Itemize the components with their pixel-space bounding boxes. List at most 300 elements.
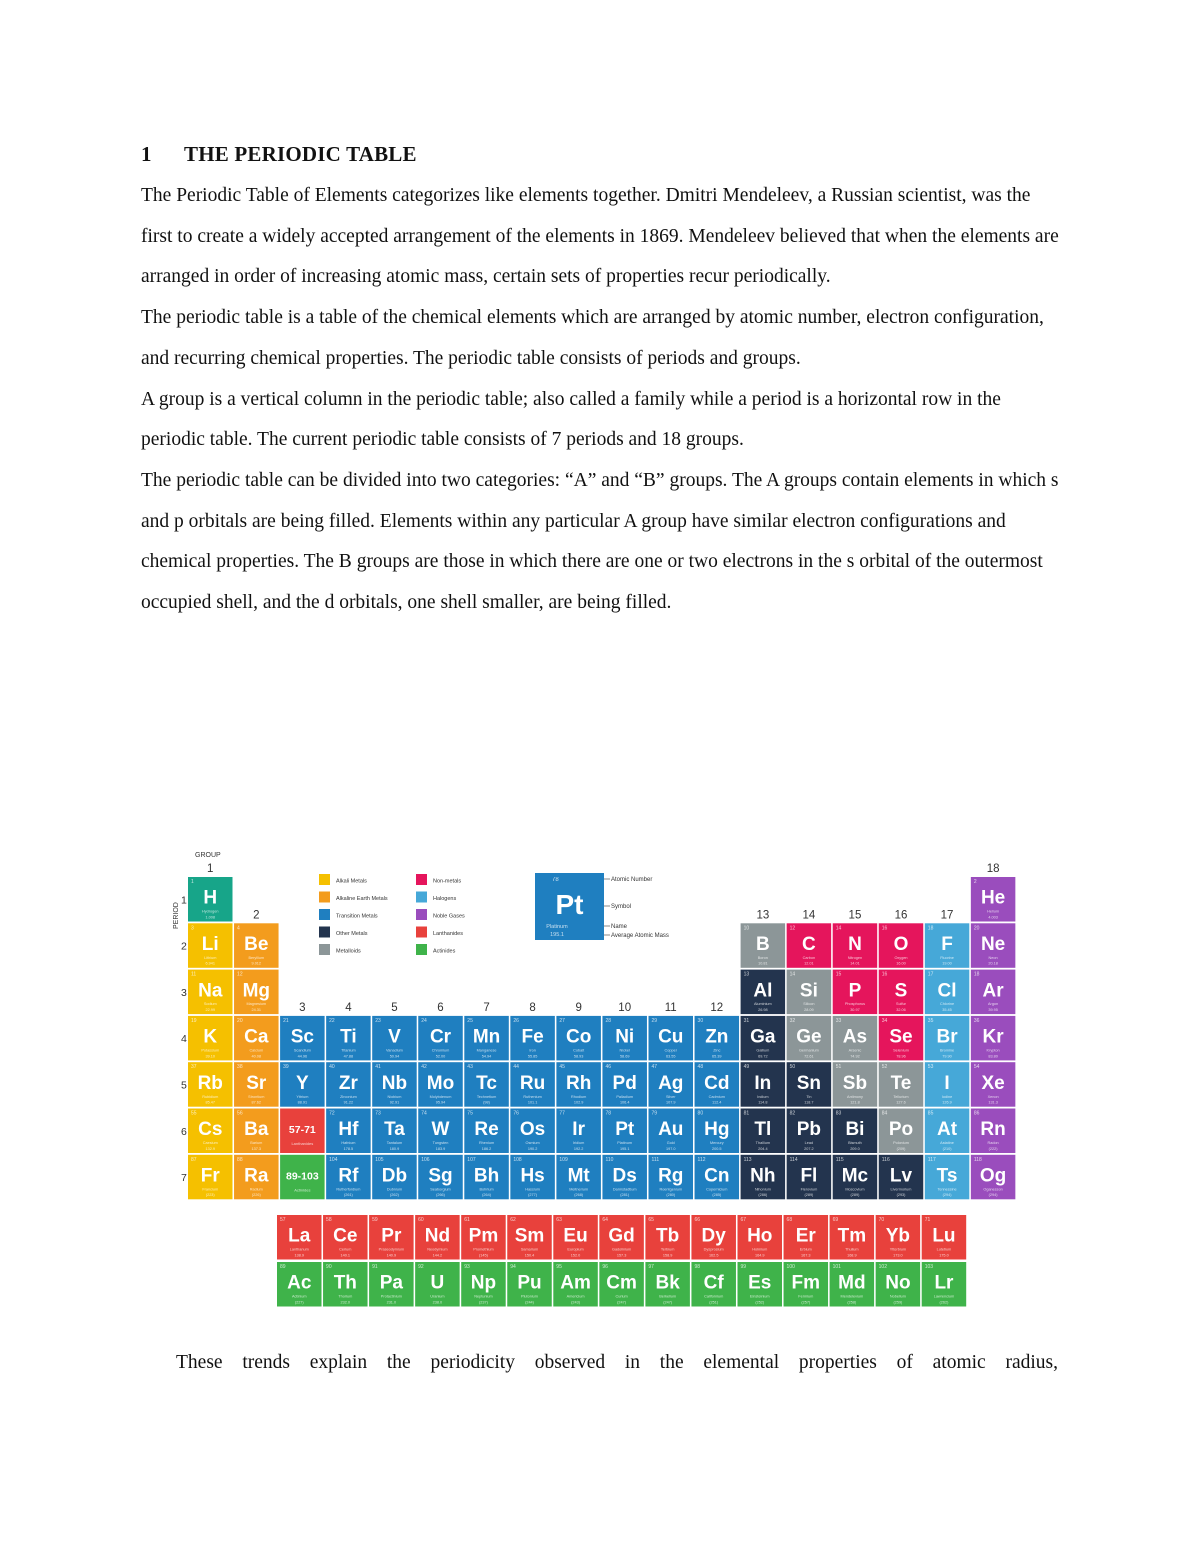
atomic-number: 13 xyxy=(743,971,750,978)
element-symbol: Lu xyxy=(932,1225,956,1247)
atomic-number: 3 xyxy=(191,925,194,932)
key-caption: Atomic Number xyxy=(611,877,653,884)
element-name: Radium xyxy=(249,1187,263,1192)
group-number: 14 xyxy=(802,909,816,922)
atomic-number: 81 xyxy=(743,1110,750,1117)
element-symbol: Si xyxy=(799,980,818,1002)
element-mass: 140.1 xyxy=(340,1253,351,1258)
atomic-number: 31 xyxy=(743,1017,750,1024)
legend-label: Alkaline Earth Metals xyxy=(336,896,388,902)
element-name: Tennessine xyxy=(937,1187,957,1192)
atomic-number: 72 xyxy=(329,1110,335,1117)
placeholder-range: 57-71 xyxy=(288,1123,316,1136)
atomic-number: 64 xyxy=(602,1217,608,1223)
period-number: 1 xyxy=(181,894,187,907)
element-symbol: Ir xyxy=(572,1119,585,1141)
period-number: 2 xyxy=(181,940,187,953)
element-mass: 79.90 xyxy=(942,1054,952,1059)
atomic-number: 83 xyxy=(835,1110,842,1117)
element-mass: 95.94 xyxy=(435,1100,446,1105)
atomic-number: 78 xyxy=(605,1110,612,1117)
element-name: Selenium xyxy=(893,1048,909,1053)
element-name: Thulium xyxy=(845,1247,859,1252)
element-mass: 186.2 xyxy=(481,1146,492,1151)
element-mass: 107.9 xyxy=(665,1100,676,1105)
key-atomic-number: 78 xyxy=(552,877,559,883)
element-symbol: Be xyxy=(244,934,269,955)
element-mass: 190.2 xyxy=(527,1146,538,1151)
period-axis-label: PERIOD xyxy=(173,902,180,929)
element-mass: 195.1 xyxy=(619,1146,630,1151)
element-mass: 162.5 xyxy=(708,1253,719,1258)
atomic-number: 41 xyxy=(375,1064,381,1071)
paragraph: The periodic table can be divided into two categories: “A” and “B” groups. The A groups contain elements in which s and p orbitals are being filled. Elements within any particular A group have similar electron configurations and chemical properties. The B groups are those in which there are one or two electrons in the s orbital of the outermost occupied shell, and the d orbitals, one shell smaller, are being filled. xyxy=(141,469,1059,614)
group-number: 12 xyxy=(710,1001,724,1014)
element-mass: (252) xyxy=(755,1300,765,1305)
element-symbol: Ts xyxy=(936,1165,958,1187)
element-symbol: Ca xyxy=(244,1026,269,1048)
element-mass: (243) xyxy=(571,1300,580,1305)
atomic-number: 20 xyxy=(237,1017,243,1024)
legend-swatch xyxy=(416,874,427,885)
atomic-number: 76 xyxy=(513,1110,519,1117)
element-mass: 32.06 xyxy=(896,1007,906,1012)
legend-swatch xyxy=(416,944,427,955)
atomic-number: 117 xyxy=(927,1156,936,1163)
atomic-number: 86 xyxy=(973,1110,980,1117)
element-mass: (277) xyxy=(528,1193,538,1198)
element-mass: (289) xyxy=(804,1193,814,1198)
element-symbol: Gd xyxy=(608,1225,635,1247)
element-symbol: Bh xyxy=(473,1165,500,1187)
atomic-number: 99 xyxy=(740,1264,747,1270)
element-mass: 6.941 xyxy=(205,961,216,966)
element-mass: 50.94 xyxy=(389,1054,400,1059)
element-mass: 22.99 xyxy=(205,1007,216,1012)
legend-swatch xyxy=(416,927,427,938)
atomic-number: 28 xyxy=(605,1017,612,1024)
element-symbol: Sg xyxy=(428,1165,453,1187)
element-symbol: Hg xyxy=(704,1119,730,1141)
element-mass: 9.012 xyxy=(251,961,262,966)
element-mass: (285) xyxy=(712,1193,722,1198)
element-name: Chromium xyxy=(431,1048,450,1053)
element-name: Palladium xyxy=(616,1094,634,1099)
element-name: Francium xyxy=(202,1187,219,1192)
element-symbol: Yb xyxy=(885,1225,911,1247)
atomic-number: 73 xyxy=(375,1110,381,1117)
element-mass: 19.00 xyxy=(942,961,952,966)
atomic-number: 95 xyxy=(556,1264,562,1270)
element-mass: 150.4 xyxy=(524,1253,535,1258)
atomic-number: 68 xyxy=(786,1217,793,1223)
element-symbol: Nh xyxy=(750,1165,776,1187)
element-symbol: Ti xyxy=(340,1026,357,1048)
element-name: Chlorine xyxy=(939,1002,955,1007)
element-mass: 183.9 xyxy=(435,1146,446,1151)
atomic-number: 71 xyxy=(924,1217,931,1223)
element-name: Nitrogen xyxy=(847,955,863,960)
atomic-number: 92 xyxy=(418,1264,424,1270)
element-name: Carbon xyxy=(802,955,816,960)
group-number: 9 xyxy=(575,1001,582,1014)
body-text xyxy=(141,176,1066,624)
legend-label: Other Metals xyxy=(336,931,368,937)
element-symbol: Cu xyxy=(658,1026,684,1048)
atomic-number: 25 xyxy=(467,1017,473,1024)
element-mass: 101.1 xyxy=(527,1100,538,1105)
element-mass: 157.3 xyxy=(616,1253,627,1258)
element-mass: 24.31 xyxy=(251,1007,262,1012)
element-mass: 28.09 xyxy=(804,1007,814,1012)
atomic-number: 82 xyxy=(789,1110,796,1117)
element-mass: (227) xyxy=(294,1300,304,1305)
element-symbol: Cr xyxy=(429,1026,452,1048)
atomic-number: 27 xyxy=(559,1017,565,1024)
element-symbol: Pa xyxy=(379,1272,403,1294)
atomic-number: 39 xyxy=(283,1064,289,1071)
element-mass: 14.01 xyxy=(850,961,860,966)
atomic-number: 38 xyxy=(237,1064,243,1071)
element-symbol: Sr xyxy=(246,1072,267,1094)
atomic-number: 88 xyxy=(237,1156,243,1163)
element-mass: 106.4 xyxy=(619,1100,630,1105)
element-mass: 232.0 xyxy=(340,1300,351,1305)
element-name: Lanthanum xyxy=(289,1247,309,1252)
element-mass: 197.0 xyxy=(665,1146,676,1151)
atomic-number: 90 xyxy=(326,1264,332,1270)
element-symbol: Pr xyxy=(381,1225,402,1247)
atomic-number: 114 xyxy=(789,1156,798,1163)
element-mass: 209.0 xyxy=(850,1146,860,1151)
element-symbol: Rf xyxy=(338,1165,359,1187)
element-symbol: Mt xyxy=(567,1165,590,1187)
atomic-number: 105 xyxy=(375,1156,384,1163)
element-symbol: Ar xyxy=(982,980,1004,1002)
legend-swatch xyxy=(319,944,330,955)
paragraph: A group is a vertical column in the periodic table; also called a family while a period is a horizontal row in the periodic table. The current periodic table consists of 7 periods and 18 groups. xyxy=(141,388,1001,451)
element-mass: 102.9 xyxy=(573,1100,584,1105)
element-symbol: Rn xyxy=(980,1119,1006,1141)
element-name: Berkelium xyxy=(659,1294,677,1299)
element-mass: 138.9 xyxy=(294,1253,305,1258)
element-symbol: C xyxy=(802,934,816,955)
group-number: 5 xyxy=(391,1001,398,1014)
element-symbol: Th xyxy=(333,1272,357,1294)
atomic-number: 94 xyxy=(510,1264,516,1270)
group-number: 15 xyxy=(848,909,862,922)
element-mass: 83.80 xyxy=(988,1054,998,1059)
element-name: Molybdenum xyxy=(429,1094,452,1099)
element-symbol: Og xyxy=(979,1165,1007,1187)
element-mass: (247) xyxy=(617,1300,627,1305)
element-name: Actinium xyxy=(291,1294,307,1299)
element-name: Indium xyxy=(757,1094,769,1099)
atomic-number: 23 xyxy=(375,1017,381,1024)
group-number: 16 xyxy=(894,909,908,922)
atomic-number: 69 xyxy=(832,1217,839,1223)
atomic-number: 75 xyxy=(467,1110,473,1117)
element-symbol: Ds xyxy=(612,1165,637,1187)
atomic-number: 26 xyxy=(513,1017,519,1024)
element-mass: 200.5 xyxy=(712,1146,722,1151)
element-mass: 65.39 xyxy=(712,1054,722,1059)
element-name: Dysprosium xyxy=(703,1247,724,1252)
element-name: Manganese xyxy=(476,1048,497,1053)
element-name: Meitnerium xyxy=(569,1187,589,1192)
element-name: Silver xyxy=(666,1094,676,1099)
element-mass: 167.3 xyxy=(801,1253,811,1258)
element-symbol: Fe xyxy=(521,1026,544,1048)
element-symbol: Cm xyxy=(606,1272,637,1294)
element-symbol: Es xyxy=(748,1272,772,1294)
element-symbol: Sc xyxy=(290,1026,314,1048)
section-title: THE PERIODIC TABLE xyxy=(184,142,417,166)
element-name: Boron xyxy=(757,955,768,960)
element-mass: 131.3 xyxy=(988,1100,998,1105)
element-symbol: F xyxy=(941,934,953,955)
element-symbol: Ga xyxy=(750,1026,776,1048)
element-mass: 54.94 xyxy=(481,1054,492,1059)
element-name: Uranium xyxy=(430,1294,445,1299)
element-symbol: Xe xyxy=(981,1072,1005,1094)
element-symbol: Au xyxy=(658,1119,684,1141)
element-symbol: Re xyxy=(474,1119,499,1141)
placeholder-label: Actinides xyxy=(294,1187,311,1193)
atomic-number: 4 xyxy=(237,925,240,932)
element-name: Cerium xyxy=(339,1247,352,1252)
element-mass: (268) xyxy=(574,1193,584,1198)
element-name: Nihonium xyxy=(754,1187,771,1192)
element-mass: (293) xyxy=(896,1193,906,1198)
element-name: Seaborgium xyxy=(430,1187,451,1192)
atomic-number: 32 xyxy=(789,1017,796,1024)
atomic-number: 29 xyxy=(651,1017,658,1024)
atomic-number: 54 xyxy=(973,1064,980,1071)
period-number: 6 xyxy=(181,1125,187,1138)
element-symbol: Ce xyxy=(333,1225,358,1247)
element-mass: 12.01 xyxy=(804,961,814,966)
element-mass: (222) xyxy=(988,1146,998,1151)
element-symbol: Ra xyxy=(244,1165,269,1187)
element-name: Copper xyxy=(664,1048,677,1053)
element-symbol: P xyxy=(848,980,862,1002)
atomic-number: 59 xyxy=(372,1217,378,1223)
atomic-number: 48 xyxy=(697,1064,704,1071)
element-name: Fermium xyxy=(798,1294,814,1299)
element-symbol: Hf xyxy=(338,1119,359,1141)
atomic-number: 115 xyxy=(835,1156,844,1163)
atomic-number: 98 xyxy=(694,1264,701,1270)
legend-label: Noble Gases xyxy=(433,913,465,920)
atomic-number: 49 xyxy=(743,1064,750,1071)
element-symbol: Eu xyxy=(563,1225,588,1247)
element-symbol: Tl xyxy=(754,1119,772,1141)
atomic-number: 62 xyxy=(510,1217,516,1223)
element-symbol: Hs xyxy=(520,1165,545,1187)
atomic-number: 77 xyxy=(559,1110,565,1117)
element-mass: 52.00 xyxy=(435,1054,446,1059)
atomic-number: 79 xyxy=(651,1110,658,1117)
element-symbol: Na xyxy=(198,980,223,1002)
atomic-number: 35 xyxy=(927,1017,934,1024)
element-name: Scandium xyxy=(293,1048,311,1053)
element-symbol: Nd xyxy=(424,1225,451,1247)
period-number: 3 xyxy=(181,986,187,999)
atomic-number: 16 xyxy=(881,971,888,978)
element-symbol: Y xyxy=(296,1072,309,1094)
element-mass: 164.9 xyxy=(754,1253,765,1258)
element-mass: (281) xyxy=(620,1193,630,1198)
element-mass: 35.45 xyxy=(942,1007,952,1012)
element-symbol: Mn xyxy=(472,1026,501,1048)
atomic-number: 12 xyxy=(789,925,796,932)
legend-label: Actinides xyxy=(433,948,456,955)
atomic-number: 63 xyxy=(556,1217,562,1223)
atomic-number: 51 xyxy=(835,1064,842,1071)
element-name: Terbium xyxy=(660,1247,675,1252)
atomic-number: 97 xyxy=(648,1264,654,1270)
element-mass: (226) xyxy=(251,1193,261,1198)
atomic-number: 109 xyxy=(559,1156,568,1163)
element-symbol: Li xyxy=(201,934,219,955)
element-symbol: Fl xyxy=(800,1165,818,1187)
element-name: Sulfur xyxy=(896,1002,906,1007)
element-symbol: Pu xyxy=(517,1272,542,1294)
element-symbol: Bi xyxy=(845,1119,865,1141)
group-number: 13 xyxy=(756,909,770,922)
element-mass: 1.008 xyxy=(205,915,216,920)
section-number: 1 xyxy=(141,142,152,166)
element-mass: (251) xyxy=(709,1300,719,1305)
atomic-number: 37 xyxy=(191,1064,197,1071)
element-symbol: H xyxy=(203,887,218,909)
group-axis-label: GROUP xyxy=(195,852,221,859)
atomic-number: 21 xyxy=(283,1017,289,1024)
element-mass: 69.72 xyxy=(758,1054,768,1059)
element-name: Zinc xyxy=(713,1048,721,1053)
atomic-number: 2 xyxy=(973,879,977,885)
element-mass: 137.3 xyxy=(251,1146,262,1151)
element-name: Einsteinium xyxy=(749,1294,770,1299)
element-mass: 55.85 xyxy=(527,1054,538,1059)
atomic-number: 67 xyxy=(740,1217,747,1223)
element-mass: (209) xyxy=(896,1146,906,1151)
group-number: 1 xyxy=(207,863,214,875)
element-name: Livermorium xyxy=(890,1187,912,1192)
atomic-number: 111 xyxy=(651,1156,660,1163)
element-name: Strontium xyxy=(248,1094,265,1099)
atomic-number: 113 xyxy=(743,1156,752,1163)
atomic-number: 20 xyxy=(973,925,980,932)
element-symbol: S xyxy=(894,980,908,1002)
atomic-number: 84 xyxy=(881,1110,888,1117)
atomic-number: 22 xyxy=(329,1017,335,1024)
element-mass: 180.9 xyxy=(389,1146,400,1151)
element-name: Xenon xyxy=(987,1094,999,1099)
element-name: Flerovium xyxy=(800,1187,818,1192)
element-mass: 121.8 xyxy=(850,1100,860,1105)
element-name: Cobalt xyxy=(573,1048,585,1053)
group-number: 6 xyxy=(437,1001,444,1014)
element-name: Bismuth xyxy=(848,1141,862,1146)
element-name: Yttrium xyxy=(296,1094,309,1099)
atomic-number: 18 xyxy=(973,971,980,978)
element-name: Lithium xyxy=(204,955,217,960)
element-mass: 152.0 xyxy=(570,1253,581,1258)
element-name: Beryllium xyxy=(248,955,265,960)
element-mass: 204.4 xyxy=(758,1146,768,1151)
element-mass: 91.22 xyxy=(343,1100,354,1105)
element-name: Platinum xyxy=(617,1141,633,1146)
element-name: Astatine xyxy=(940,1141,954,1146)
atomic-number: 46 xyxy=(605,1064,612,1071)
element-name: Holmium xyxy=(752,1247,768,1252)
element-mass: (237) xyxy=(479,1300,488,1305)
atomic-number: 89 xyxy=(280,1264,286,1270)
element-name: Iron xyxy=(529,1048,536,1053)
element-mass: (294) xyxy=(988,1193,998,1198)
element-symbol: Cl xyxy=(937,980,957,1002)
element-name: Mercury xyxy=(709,1141,724,1146)
element-symbol: Cn xyxy=(704,1165,730,1187)
element-symbol: Sm xyxy=(514,1225,545,1247)
element-name: Europium xyxy=(567,1247,584,1252)
element-mass: 238.0 xyxy=(432,1300,443,1305)
element-name: Titanium xyxy=(341,1048,356,1053)
element-symbol: Pb xyxy=(796,1119,822,1141)
atomic-number: 85 xyxy=(927,1110,934,1117)
element-symbol: Ho xyxy=(747,1225,773,1247)
element-name: Rubidium xyxy=(202,1094,219,1099)
atomic-number: 10 xyxy=(743,925,750,932)
element-symbol: Fm xyxy=(791,1272,821,1294)
element-symbol: Ru xyxy=(519,1072,546,1094)
element-name: Thorium xyxy=(338,1294,353,1299)
element-symbol: I xyxy=(944,1072,950,1094)
element-mass: (257) xyxy=(801,1300,811,1305)
element-name: Barium xyxy=(250,1141,263,1146)
group-number: 4 xyxy=(345,1001,352,1014)
element-name: Moscovium xyxy=(845,1187,865,1192)
element-symbol: Md xyxy=(838,1272,866,1294)
element-name: Mendelevium xyxy=(840,1294,864,1299)
element-mass: 40.08 xyxy=(251,1054,262,1059)
element-mass: 140.9 xyxy=(386,1253,397,1258)
element-mass: (261) xyxy=(343,1193,353,1198)
element-symbol: Sb xyxy=(842,1072,868,1094)
legend-swatch xyxy=(416,892,427,903)
element-mass: 158.9 xyxy=(662,1253,673,1258)
paragraph: The periodic table is a table of the chemical elements which are arranged by atomic number, electron configuration, and recurring chemical properties. The periodic table consists of periods and groups. xyxy=(141,307,1044,369)
element-mass: 63.55 xyxy=(665,1054,676,1059)
element-name: Rhodium xyxy=(571,1094,587,1099)
atomic-number: 87 xyxy=(191,1156,197,1163)
atomic-number: 108 xyxy=(513,1156,522,1163)
element-name: Nickel xyxy=(619,1048,630,1053)
element-name: Antimony xyxy=(847,1094,863,1099)
key-caption: Symbol xyxy=(611,904,632,911)
element-mass: 39.95 xyxy=(988,1007,998,1012)
element-mass: (262) xyxy=(939,1300,949,1305)
key-symbol: Pt xyxy=(555,889,584,920)
element-mass: 26.98 xyxy=(758,1007,768,1012)
element-mass: (244) xyxy=(525,1300,534,1305)
element-mass: 39.10 xyxy=(205,1054,216,1059)
element-mass: 173.0 xyxy=(893,1253,903,1258)
element-symbol: Cs xyxy=(198,1119,223,1141)
element-name: Sodium xyxy=(203,1002,217,1007)
